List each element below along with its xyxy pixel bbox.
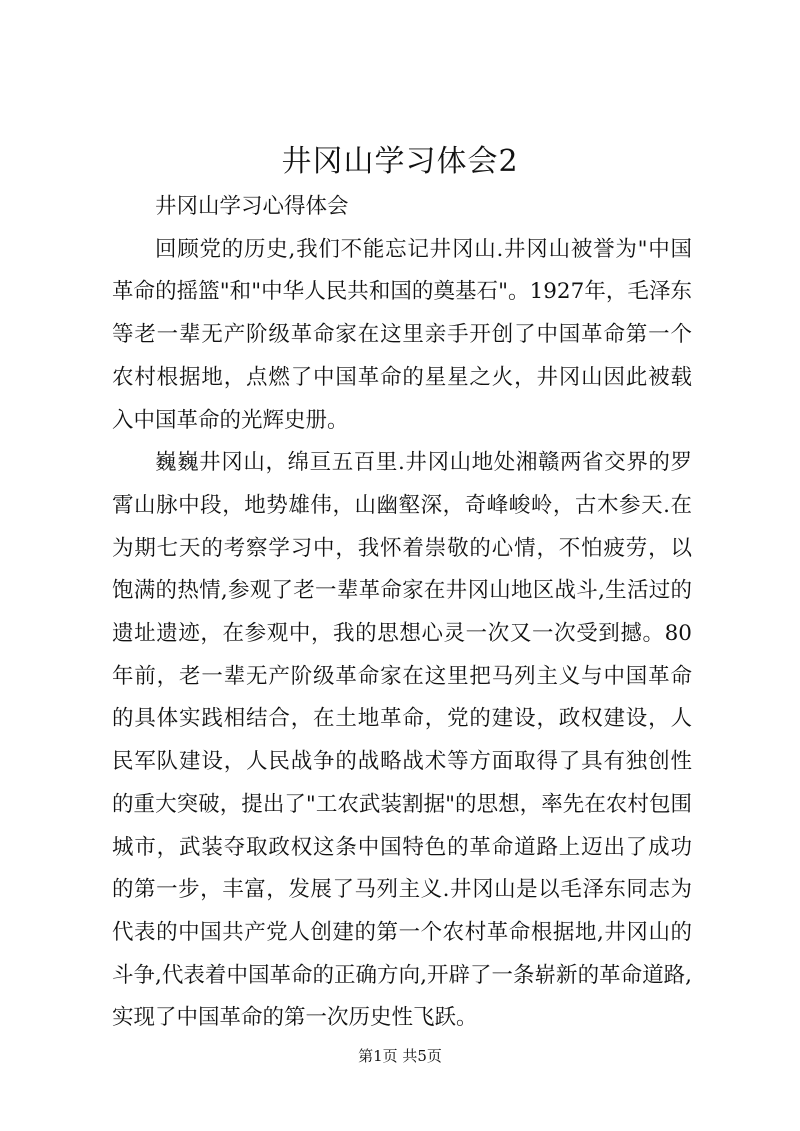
document-title: 井冈山学习体会2 xyxy=(281,144,519,179)
paragraph-subtitle: 井冈山学习心得体会 xyxy=(155,194,349,219)
page-number: 第1页 共5页 xyxy=(358,1047,442,1065)
paragraph-jinggangshan: 巍巍井冈山，绵亘五百里.井冈山地处湘赣两省交界的罗霄山脉中段，地势雄伟，山幽壑深，奇峰峻岭，古木参天.在为期七天的考察学习中，我怀着崇敬的心情，不怕疲劳，以饱满的热情,参观了老一辈革命家在井冈山地区战斗,生活过的遗址遗迹，在参观中，我的思想心灵一次又一次受到撼。80年前，老一辈无产阶级革命家在这里把马列主义与中国革命的具体实践相结合，在土地革命，党的建设，政权建设，人民军队建设，人民战争的战略战术等方面取得了具有独创性的重大突破，提出了"工农武装割据"的思想，率先在农村包围城市，武装夺取政权这条中国特色的革命道路上迈出了成功的第一步，丰富，发展了马列主义.井冈山是以毛泽东同志为代表的中国共产党人创建的第一个农村革命根据地,井冈山的斗争,代表着中国革命的正确方向,开辟了一条崭新的革命道路,实现了中国革命的第一次历史性飞跃。 xyxy=(112,450,692,1031)
paragraph-history: 回顾党的历史,我们不能忘记井冈山.井冈山被誉为"中国革命的摇篮"和"中华人民共和国的奠基石"。1927年，毛泽东等老一辈无产阶级革命家在这里亲手开创了中国革命第一个农村根据地，点燃了中国革命的星星之火，井冈山因此被载入中国革命的光辉史册。 xyxy=(112,236,692,433)
document-body xyxy=(112,186,692,1040)
